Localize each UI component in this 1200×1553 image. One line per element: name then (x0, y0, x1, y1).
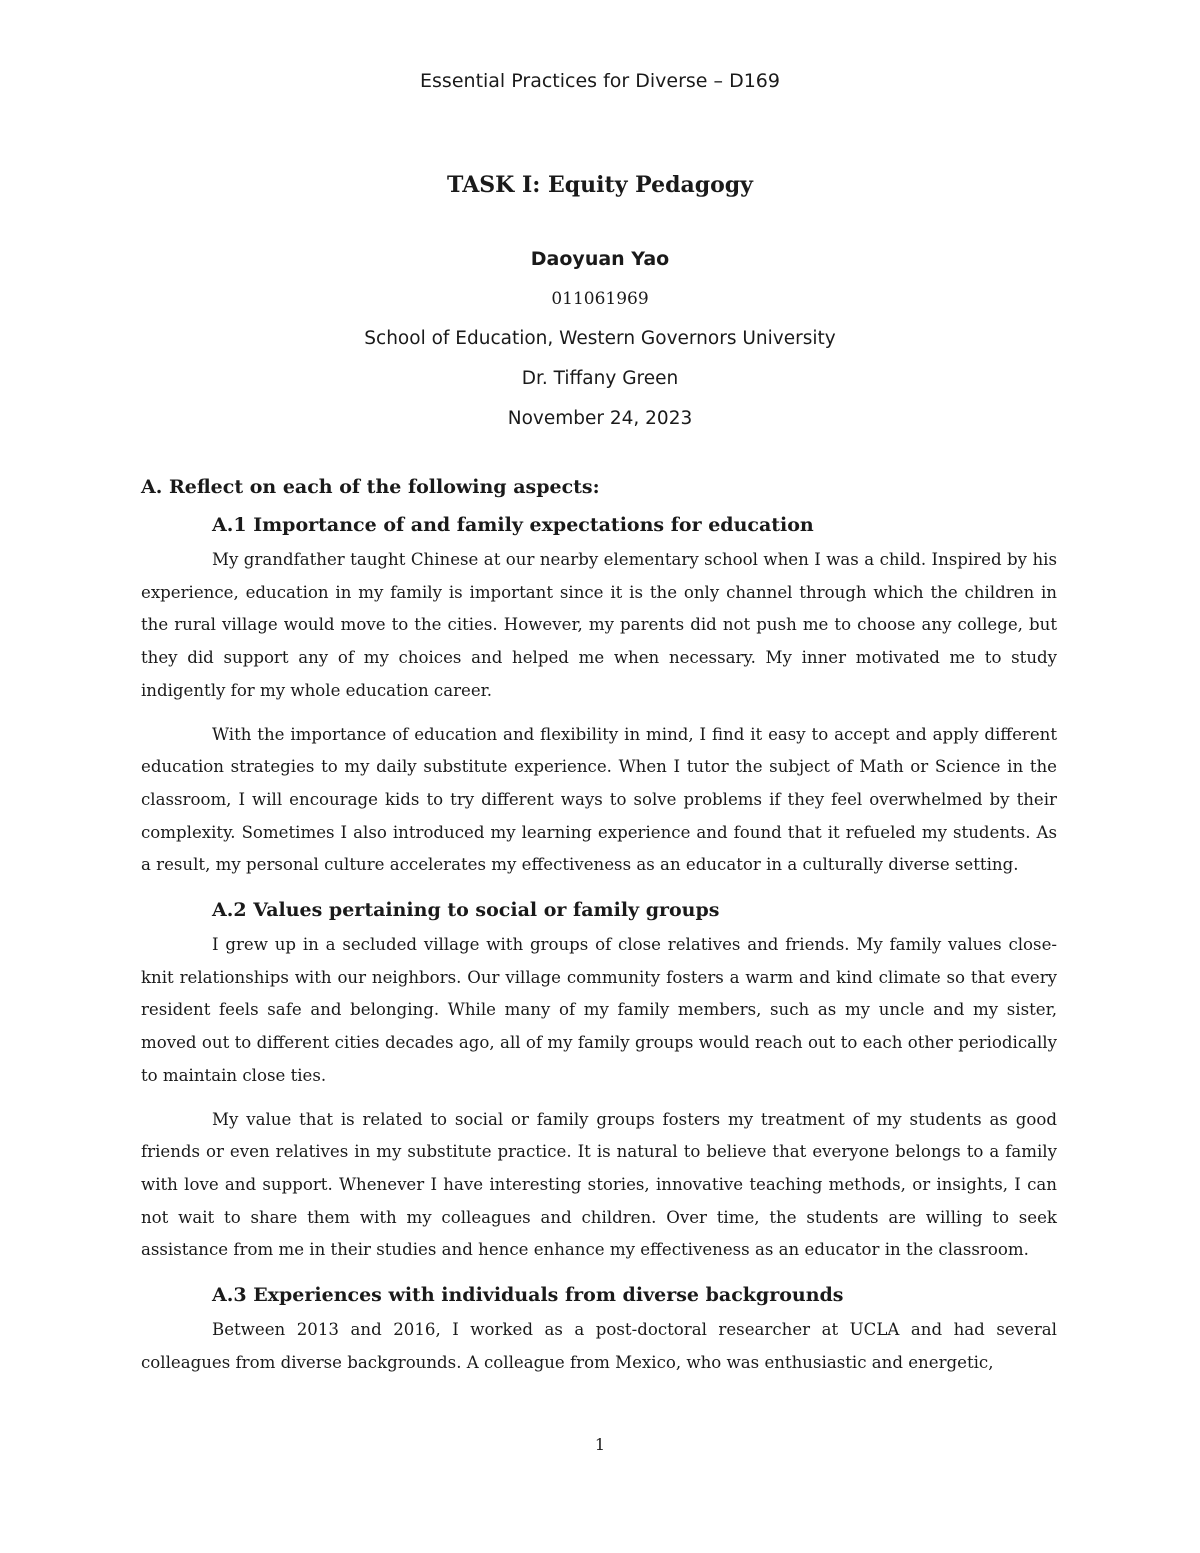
title-block (0, 168, 1200, 446)
subsection-heading-a2: A.2 Values pertaining to social or family groups (212, 899, 720, 922)
paragraph: My value that is related to social or family groups fosters my treatment of my students as good friends or even relatives in my substitute practice. It is natural to believe that everyone belongs to a family with love and support. Whenever I have interesting stories, innovative teaching methods, or insights, I can not wait to share them with my colleagues and children. Over time, the students are willing to seek assistance from me in their studies and hence enhance my effectiveness as an educator in the classroom. (141, 1109, 1057, 1260)
document-date: November 24, 2023 (507, 408, 693, 429)
institution: School of Education, Western Governors University (364, 328, 836, 349)
paragraph: Between 2013 and 2016, I worked as a post-doctoral researcher at UCLA and had several colleagues from diverse backgrounds. A colleague from Mexico, who was enthusiastic and energetic, (141, 1320, 1057, 1372)
document-title: TASK I: Equity Pedagogy (447, 172, 753, 198)
paragraph: My grandfather taught Chinese at our nearby elementary school when I was a child. Inspired by his experience, education in my family is important since it is the only channel through which the children in the rural village would move to the cities. However, my parents did not push me to choose any college, but they did support any of my choices and helped me when necessary. My inner motivated me to study indigently for my whole education career. (141, 550, 1057, 700)
running-header: Essential Practices for Diverse – D169 (420, 70, 780, 92)
paragraph: I grew up in a secluded village with groups of close relatives and friends. My family values close-knit relationships with our neighbors. Our village community fosters a warm and kind climate so that every resident feels safe and belonging. While many of my family members, such as my uncle and my sister, moved out to different cities decades ago, all of my family groups would reach out to each other periodically to maintain close ties. (141, 935, 1057, 1085)
student-id: 011061969 (551, 289, 649, 309)
subsection-heading-a3: A.3 Experiences with individuals from diverse backgrounds (212, 1284, 844, 1307)
section-heading-a: A. Reflect on each of the following aspects: (141, 476, 600, 498)
paragraph: With the importance of education and flexibility in mind, I find it easy to accept and apply different education strategies to my daily substitute experience. When I tutor the subject of Math or Science in the classroom, I will encourage kids to try different ways to solve problems if they feel overwhelmed by their complexity. Sometimes I also introduced my learning experience and found that it refueled my students. As a result, my personal culture accelerates my effectiveness as an educator in a culturally diverse setting. (141, 724, 1057, 875)
author-name: Daoyuan Yao (530, 248, 670, 270)
instructor: Dr. Tiffany Green (521, 368, 679, 389)
document-body (141, 470, 1057, 1390)
subsection-heading-a1: A.1 Importance of and family expectations for education (212, 514, 814, 536)
page-number: 1 (594, 1435, 606, 1454)
